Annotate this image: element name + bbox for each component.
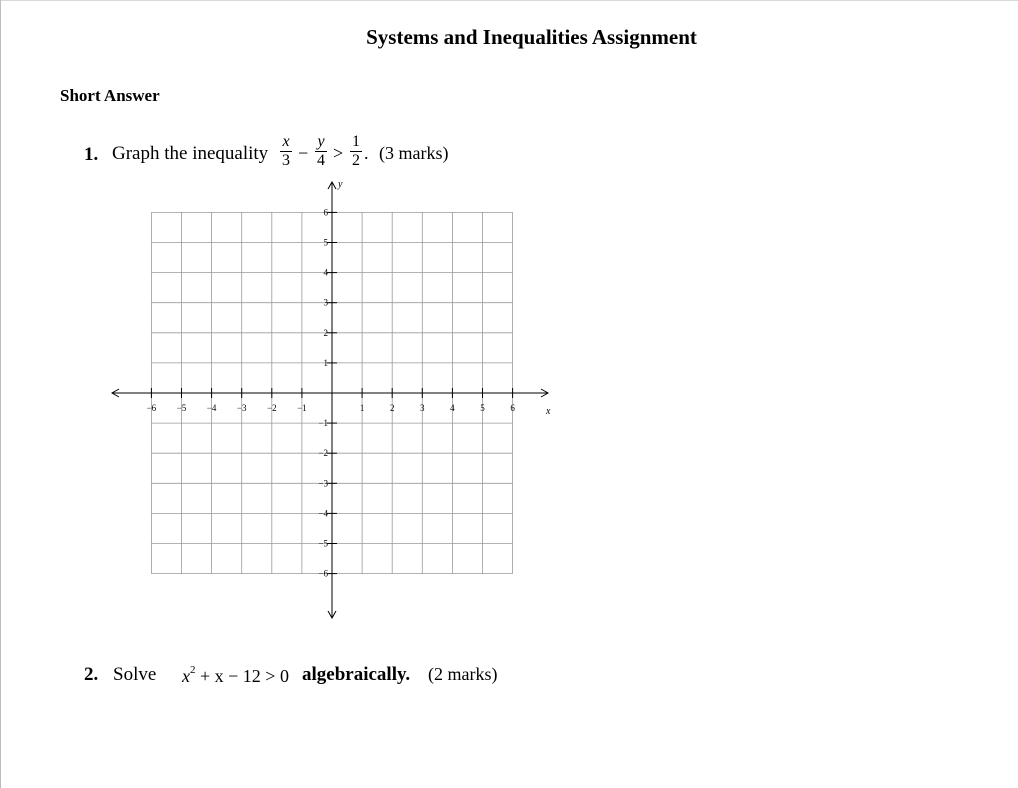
- x-tick-label: −5: [176, 403, 187, 413]
- question-1: [84, 133, 604, 180]
- y-tick-label: 3: [323, 297, 328, 308]
- y-axis-label: y: [338, 179, 343, 190]
- x-tick-label: 3: [420, 403, 425, 413]
- y-tick-label: 2: [323, 327, 328, 338]
- x-tick-label: 5: [480, 403, 485, 413]
- fraction-x-over-3: [280, 134, 292, 169]
- question-2-expression: [182, 664, 289, 687]
- question-1-marks: (3 marks): [379, 143, 449, 163]
- minus-sign: −: [298, 143, 309, 163]
- y-tick-label: −1: [318, 418, 328, 429]
- y-tick-label: −3: [318, 478, 328, 489]
- fraction-1-over-2: [350, 134, 362, 169]
- question-1-prompt: Graph the inequality: [112, 143, 269, 164]
- y-tick-label: 1: [323, 357, 328, 368]
- y-tick-label: −2: [318, 448, 328, 459]
- x-tick-label: −2: [267, 403, 277, 413]
- question-1-number: 1.: [84, 144, 99, 165]
- question-2-method: algebraically.: [302, 664, 411, 685]
- expr-exponent: 2: [190, 664, 196, 676]
- period: .: [364, 143, 369, 163]
- page-left-edge: [0, 0, 1, 788]
- y-tick-label: −6: [318, 568, 328, 579]
- question-2-number: 2.: [84, 664, 99, 685]
- fraction-numerator: x: [282, 133, 290, 150]
- question-2: [84, 664, 584, 694]
- y-tick-label: 5: [323, 237, 328, 248]
- x-tick-label: 1: [359, 403, 365, 413]
- question-2-marks: (2 marks): [428, 664, 498, 684]
- x-tick-label: 6: [510, 403, 515, 413]
- x-tick-label: −1: [297, 403, 307, 413]
- fraction-numerator: 1: [352, 133, 360, 150]
- fraction-denominator: 3: [282, 152, 290, 169]
- x-axis-label: x: [546, 406, 551, 417]
- x-tick-label: −3: [236, 403, 247, 413]
- expr-variable: x: [182, 666, 190, 686]
- y-tick-label: 4: [323, 267, 328, 278]
- page-top-edge: [0, 0, 1018, 1]
- fraction-numerator: y: [317, 133, 325, 150]
- y-tick-label: 6: [323, 207, 328, 218]
- y-tick-label: −4: [318, 508, 328, 519]
- x-tick-label: 4: [450, 403, 455, 413]
- fraction-y-over-4: [315, 134, 327, 169]
- section-heading: Short Answer: [60, 86, 160, 105]
- fraction-denominator: 2: [352, 152, 360, 169]
- greater-than-sign: >: [333, 143, 344, 163]
- page-title: Systems and Inequalities Assignment: [366, 25, 697, 49]
- x-tick-label: −4: [206, 403, 217, 413]
- fraction-denominator: 4: [317, 152, 325, 169]
- expr-rest: + x − 12 > 0: [195, 666, 289, 686]
- x-tick-label: −6: [146, 403, 157, 413]
- coordinate-grid[interactable]: [108, 176, 568, 626]
- y-tick-label: −5: [318, 538, 328, 549]
- question-2-verb: Solve: [113, 664, 157, 685]
- x-tick-label: 2: [389, 403, 395, 413]
